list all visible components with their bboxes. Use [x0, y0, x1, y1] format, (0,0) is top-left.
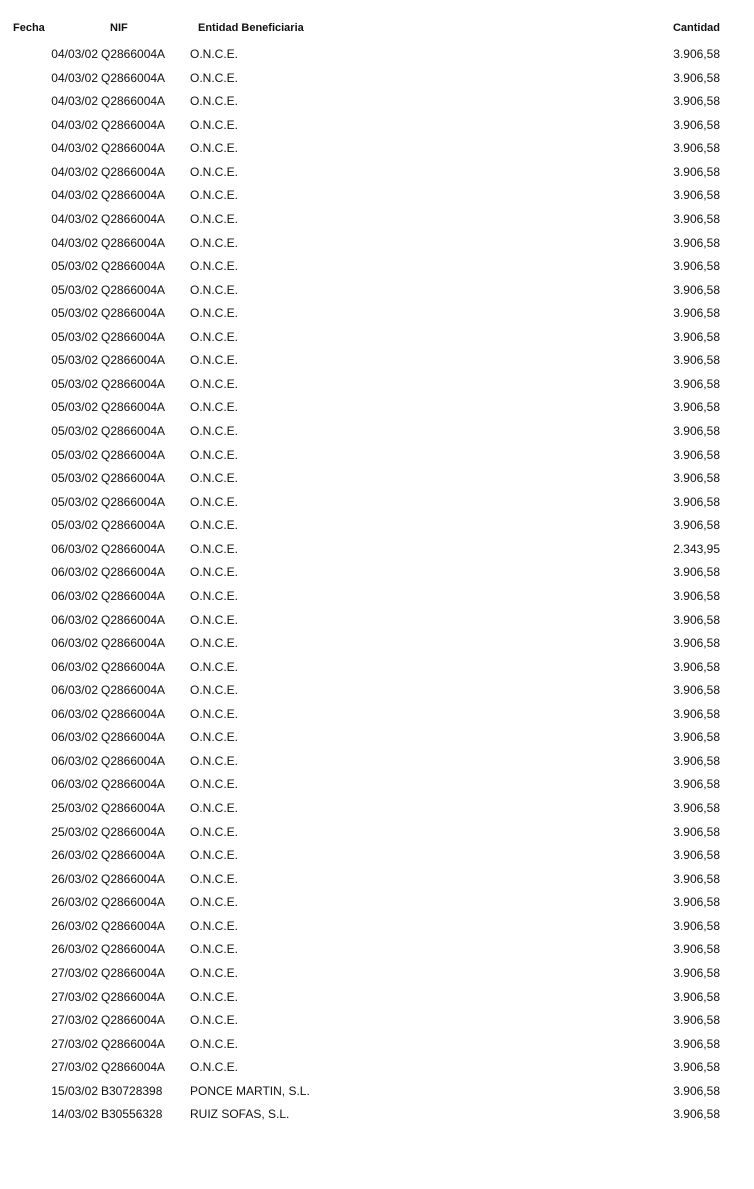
cell-cantidad: 3.906,58	[673, 400, 720, 415]
cell-entidad: O.N.C.E.	[190, 94, 239, 109]
cell-nif: Q2866004A	[101, 141, 166, 156]
table-row	[0, 730, 754, 754]
cell-fecha: 06/03/02	[51, 753, 98, 768]
cell-fecha: 05/03/02	[51, 353, 98, 368]
cell-cantidad: 3.906,58	[673, 753, 720, 768]
table-row	[0, 660, 754, 684]
cell-entidad: O.N.C.E.	[190, 871, 239, 886]
cell-cantidad: 3.906,58	[673, 494, 720, 509]
cell-fecha: 04/03/02	[51, 211, 98, 226]
cell-fecha: 26/03/02	[51, 942, 98, 957]
header-nif: NIF	[110, 22, 128, 34]
cell-cantidad: 3.906,58	[673, 871, 720, 886]
cell-cantidad: 3.906,58	[673, 70, 720, 85]
cell-fecha: 14/03/02	[51, 1107, 98, 1122]
cell-nif: B30728398	[101, 1083, 163, 1098]
cell-entidad: RUIZ SOFAS, S.L.	[190, 1107, 290, 1122]
cell-entidad: O.N.C.E.	[190, 565, 239, 580]
table-row	[0, 942, 754, 966]
cell-entidad: O.N.C.E.	[190, 70, 239, 85]
cell-fecha: 05/03/02	[51, 282, 98, 297]
cell-fecha: 26/03/02	[51, 871, 98, 886]
cell-nif: Q2866004A	[101, 801, 166, 815]
table-row	[0, 1107, 754, 1131]
cell-nif: Q2866004A	[101, 636, 166, 651]
cell-entidad: O.N.C.E.	[190, 188, 239, 203]
cell-entidad: PONCE MARTIN, S.L.	[190, 1083, 310, 1098]
table-row	[0, 613, 754, 637]
table-header	[0, 22, 754, 40]
cell-nif: Q2866004A	[101, 376, 166, 391]
table-row	[0, 848, 754, 872]
cell-cantidad: 3.906,58	[673, 306, 720, 321]
cell-entidad: O.N.C.E.	[190, 848, 239, 863]
cell-fecha: 04/03/02	[51, 47, 98, 61]
table-row	[0, 966, 754, 990]
table-row	[0, 212, 754, 236]
cell-nif: Q2866004A	[101, 753, 166, 768]
cell-fecha: 06/03/02	[51, 730, 98, 745]
cell-nif: Q2866004A	[101, 895, 166, 910]
table-row	[0, 589, 754, 613]
cell-entidad: O.N.C.E.	[190, 636, 239, 651]
cell-fecha: 05/03/02	[51, 259, 98, 274]
cell-fecha: 27/03/02	[51, 965, 98, 980]
cell-fecha: 05/03/02	[51, 424, 98, 438]
cell-cantidad: 3.906,58	[673, 424, 720, 438]
table-row	[0, 259, 754, 283]
cell-entidad: O.N.C.E.	[190, 259, 239, 274]
cell-cantidad: 3.906,58	[673, 824, 720, 839]
cell-entidad: O.N.C.E.	[190, 942, 239, 957]
cell-nif: Q2866004A	[101, 565, 166, 580]
cell-cantidad: 3.906,58	[673, 730, 720, 745]
cell-entidad: O.N.C.E.	[190, 306, 239, 321]
cell-fecha: 06/03/02	[51, 565, 98, 580]
table-row	[0, 165, 754, 189]
cell-entidad: O.N.C.E.	[190, 918, 239, 933]
cell-entidad: O.N.C.E.	[190, 141, 239, 156]
cell-nif: Q2866004A	[101, 659, 166, 674]
cell-nif: Q2866004A	[101, 353, 166, 368]
table-row	[0, 424, 754, 448]
table-row	[0, 919, 754, 943]
cell-entidad: O.N.C.E.	[190, 424, 239, 438]
cell-nif: Q2866004A	[101, 47, 166, 61]
cell-entidad: O.N.C.E.	[190, 117, 239, 132]
cell-nif: Q2866004A	[101, 424, 166, 438]
cell-cantidad: 3.906,58	[673, 188, 720, 203]
cell-cantidad: 3.906,58	[673, 47, 720, 61]
cell-nif: Q2866004A	[101, 211, 166, 226]
cell-fecha: 05/03/02	[51, 447, 98, 462]
cell-entidad: O.N.C.E.	[190, 753, 239, 768]
table-row	[0, 1084, 754, 1108]
cell-fecha: 06/03/02	[51, 588, 98, 603]
table-row	[0, 1013, 754, 1037]
cell-cantidad: 3.906,58	[673, 706, 720, 721]
cell-cantidad: 3.906,58	[673, 1083, 720, 1098]
cell-fecha: 05/03/02	[51, 471, 98, 486]
cell-cantidad: 3.906,58	[673, 164, 720, 179]
cell-cantidad: 3.906,58	[673, 471, 720, 486]
cell-nif: Q2866004A	[101, 471, 166, 486]
cell-fecha: 26/03/02	[51, 918, 98, 933]
cell-cantidad: 3.906,58	[673, 518, 720, 533]
cell-entidad: O.N.C.E.	[190, 895, 239, 910]
cell-nif: Q2866004A	[101, 282, 166, 297]
cell-cantidad: 3.906,58	[673, 612, 720, 627]
cell-nif: Q2866004A	[101, 848, 166, 863]
table-row	[0, 236, 754, 260]
table-row	[0, 141, 754, 165]
table-row	[0, 471, 754, 495]
cell-fecha: 04/03/02	[51, 188, 98, 203]
cell-fecha: 27/03/02	[51, 1013, 98, 1028]
cell-entidad: O.N.C.E.	[190, 965, 239, 980]
cell-nif: Q2866004A	[101, 1013, 166, 1028]
cell-entidad: O.N.C.E.	[190, 1060, 239, 1075]
cell-nif: Q2866004A	[101, 612, 166, 627]
cell-nif: Q2866004A	[101, 400, 166, 415]
cell-fecha: 04/03/02	[51, 164, 98, 179]
cell-fecha: 04/03/02	[51, 235, 98, 250]
cell-nif: Q2866004A	[101, 1036, 166, 1051]
cell-fecha: 06/03/02	[51, 541, 98, 556]
cell-entidad: O.N.C.E.	[190, 47, 239, 61]
cell-entidad: O.N.C.E.	[190, 706, 239, 721]
table-row	[0, 330, 754, 354]
table-row	[0, 283, 754, 307]
cell-cantidad: 3.906,58	[673, 565, 720, 580]
cell-nif: Q2866004A	[101, 706, 166, 721]
cell-fecha: 05/03/02	[51, 400, 98, 415]
table-row	[0, 707, 754, 731]
table-row	[0, 377, 754, 401]
cell-entidad: O.N.C.E.	[190, 659, 239, 674]
cell-cantidad: 3.906,58	[673, 376, 720, 391]
cell-fecha: 26/03/02	[51, 848, 98, 863]
table-row	[0, 1060, 754, 1084]
cell-entidad: O.N.C.E.	[190, 1036, 239, 1051]
table-row	[0, 47, 754, 71]
cell-entidad: O.N.C.E.	[190, 447, 239, 462]
cell-cantidad: 3.906,58	[673, 848, 720, 863]
cell-fecha: 06/03/02	[51, 636, 98, 651]
cell-cantidad: 3.906,58	[673, 141, 720, 156]
cell-fecha: 05/03/02	[51, 306, 98, 321]
table-row	[0, 400, 754, 424]
cell-fecha: 04/03/02	[51, 117, 98, 132]
cell-fecha: 06/03/02	[51, 683, 98, 698]
cell-nif: Q2866004A	[101, 1060, 166, 1075]
cell-fecha: 06/03/02	[51, 612, 98, 627]
table-row	[0, 683, 754, 707]
cell-nif: Q2866004A	[101, 447, 166, 462]
header-cantidad: Cantidad	[672, 22, 720, 34]
cell-entidad: O.N.C.E.	[190, 588, 239, 603]
cell-entidad: O.N.C.E.	[190, 683, 239, 698]
cell-entidad: O.N.C.E.	[190, 989, 239, 1004]
cell-nif: Q2866004A	[101, 94, 166, 109]
table-row	[0, 801, 754, 825]
cell-fecha: 04/03/02	[51, 141, 98, 156]
cell-nif: Q2866004A	[101, 683, 166, 698]
cell-fecha: 06/03/02	[51, 659, 98, 674]
table-row	[0, 306, 754, 330]
table-row	[0, 990, 754, 1014]
cell-cantidad: 3.906,58	[673, 447, 720, 462]
cell-cantidad: 3.906,58	[673, 801, 720, 815]
cell-fecha: 25/03/02	[51, 801, 98, 815]
cell-cantidad: 3.906,58	[673, 989, 720, 1004]
cell-fecha: 15/03/02	[51, 1083, 98, 1098]
cell-entidad: O.N.C.E.	[190, 801, 239, 815]
cell-entidad: O.N.C.E.	[190, 353, 239, 368]
table-row	[0, 872, 754, 896]
cell-cantidad: 3.906,58	[673, 965, 720, 980]
cell-nif: Q2866004A	[101, 730, 166, 745]
table-row	[0, 542, 754, 566]
table-row	[0, 636, 754, 660]
cell-entidad: O.N.C.E.	[190, 518, 239, 533]
cell-nif: Q2866004A	[101, 518, 166, 533]
table-row	[0, 495, 754, 519]
cell-cantidad: 3.906,58	[673, 895, 720, 910]
cell-entidad: O.N.C.E.	[190, 211, 239, 226]
cell-fecha: 04/03/02	[51, 94, 98, 109]
cell-entidad: O.N.C.E.	[190, 235, 239, 250]
cell-nif: Q2866004A	[101, 117, 166, 132]
cell-cantidad: 3.906,58	[673, 329, 720, 344]
table-row	[0, 448, 754, 472]
cell-fecha: 05/03/02	[51, 518, 98, 533]
table-row	[0, 518, 754, 542]
cell-cantidad: 3.906,58	[673, 259, 720, 274]
cell-cantidad: 3.906,58	[673, 588, 720, 603]
cell-nif: Q2866004A	[101, 777, 166, 792]
table-row	[0, 825, 754, 849]
cell-fecha: 27/03/02	[51, 1060, 98, 1075]
cell-nif: Q2866004A	[101, 541, 166, 556]
cell-entidad: O.N.C.E.	[190, 824, 239, 839]
cell-nif: Q2866004A	[101, 70, 166, 85]
cell-cantidad: 3.906,58	[673, 282, 720, 297]
table-row	[0, 895, 754, 919]
cell-cantidad: 3.906,58	[673, 1060, 720, 1075]
cell-nif: Q2866004A	[101, 259, 166, 274]
cell-fecha: 27/03/02	[51, 989, 98, 1004]
cell-nif: Q2866004A	[101, 235, 166, 250]
cell-entidad: O.N.C.E.	[190, 541, 239, 556]
header-fecha: Fecha	[13, 22, 45, 34]
cell-entidad: O.N.C.E.	[190, 329, 239, 344]
cell-entidad: O.N.C.E.	[190, 777, 239, 792]
table-row	[0, 353, 754, 377]
cell-nif: Q2866004A	[101, 824, 166, 839]
cell-entidad: O.N.C.E.	[190, 471, 239, 486]
table-row	[0, 188, 754, 212]
cell-cantidad: 3.906,58	[673, 94, 720, 109]
cell-fecha: 27/03/02	[51, 1036, 98, 1051]
cell-entidad: O.N.C.E.	[190, 400, 239, 415]
cell-entidad: O.N.C.E.	[190, 730, 239, 745]
cell-cantidad: 3.906,58	[673, 683, 720, 698]
table-row	[0, 777, 754, 801]
cell-fecha: 05/03/02	[51, 329, 98, 344]
cell-cantidad: 3.906,58	[673, 1036, 720, 1051]
table-row	[0, 565, 754, 589]
cell-entidad: O.N.C.E.	[190, 1013, 239, 1028]
cell-entidad: O.N.C.E.	[190, 494, 239, 509]
cell-nif: Q2866004A	[101, 329, 166, 344]
cell-cantidad: 3.906,58	[673, 1107, 720, 1122]
table-row	[0, 1037, 754, 1061]
cell-fecha: 26/03/02	[51, 895, 98, 910]
table-row	[0, 71, 754, 95]
cell-fecha: 06/03/02	[51, 706, 98, 721]
table-row	[0, 118, 754, 142]
cell-cantidad: 3.906,58	[673, 918, 720, 933]
cell-cantidad: 3.906,58	[673, 777, 720, 792]
cell-fecha: 06/03/02	[51, 777, 98, 792]
cell-nif: Q2866004A	[101, 918, 166, 933]
cell-nif: B30556328	[101, 1107, 163, 1122]
cell-nif: Q2866004A	[101, 188, 166, 203]
cell-nif: Q2866004A	[101, 965, 166, 980]
table-body	[0, 47, 754, 1131]
cell-nif: Q2866004A	[101, 588, 166, 603]
cell-cantidad: 3.906,58	[673, 636, 720, 651]
header-entidad: Entidad Beneficiaria	[198, 22, 304, 34]
cell-fecha: 05/03/02	[51, 494, 98, 509]
cell-fecha: 25/03/02	[51, 824, 98, 839]
cell-fecha: 05/03/02	[51, 376, 98, 391]
cell-cantidad: 2.343,95	[673, 541, 720, 556]
cell-nif: Q2866004A	[101, 942, 166, 957]
cell-nif: Q2866004A	[101, 306, 166, 321]
cell-cantidad: 3.906,58	[673, 117, 720, 132]
table-row	[0, 94, 754, 118]
cell-cantidad: 3.906,58	[673, 353, 720, 368]
cell-cantidad: 3.906,58	[673, 1013, 720, 1028]
cell-cantidad: 3.906,58	[673, 659, 720, 674]
cell-nif: Q2866004A	[101, 989, 166, 1004]
cell-entidad: O.N.C.E.	[190, 376, 239, 391]
cell-cantidad: 3.906,58	[673, 235, 720, 250]
cell-cantidad: 3.906,58	[673, 942, 720, 957]
cell-nif: Q2866004A	[101, 494, 166, 509]
cell-nif: Q2866004A	[101, 871, 166, 886]
cell-entidad: O.N.C.E.	[190, 612, 239, 627]
table-row	[0, 754, 754, 778]
cell-nif: Q2866004A	[101, 164, 166, 179]
cell-entidad: O.N.C.E.	[190, 282, 239, 297]
cell-cantidad: 3.906,58	[673, 211, 720, 226]
cell-entidad: O.N.C.E.	[190, 164, 239, 179]
cell-fecha: 04/03/02	[51, 70, 98, 85]
